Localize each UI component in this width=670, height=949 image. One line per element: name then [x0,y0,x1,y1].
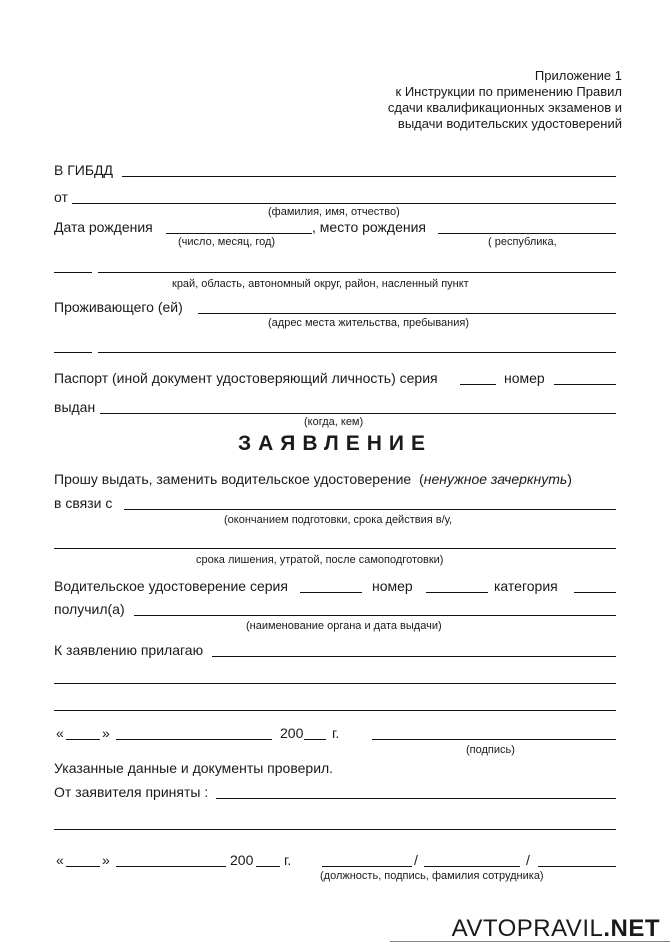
date-month-field[interactable] [116,739,272,740]
region-field[interactable] [98,272,616,273]
passport-number-field[interactable] [554,384,616,385]
birth-date-field[interactable] [166,233,312,234]
reason-field[interactable] [124,509,616,510]
year-prefix: 200 [280,725,304,741]
birth-date-hint: (число, месяц, год) [178,236,276,248]
officer-position-field[interactable] [322,866,412,867]
license-series-label: Водительское удостоверение серия [54,578,288,594]
birth-place-label: , место рождения [312,219,426,235]
header-line-1: Приложение 1 [534,68,622,83]
gibdd-field[interactable] [122,176,616,177]
region-short-field[interactable] [54,272,92,273]
attach-label: К заявлению прилагаю [54,642,204,658]
full-name-hint: (фамилия, имя, отчество) [268,206,400,218]
to-gibdd-label: В ГИБДД [54,162,114,178]
address-field[interactable] [198,313,616,314]
accepted-line-2[interactable] [54,829,616,830]
reason-label: в связи с [54,495,113,511]
issued-field[interactable] [100,413,616,414]
license-category-field[interactable] [574,592,616,593]
date-day-field[interactable] [66,739,100,740]
received-label: получил(а) [54,601,125,617]
request-note: (ненужное зачеркнуть) [419,471,572,487]
officer-year-prefix: 200 [230,852,254,868]
accepted-from-field[interactable] [216,798,616,799]
issued-label: выдан [54,399,96,415]
passport-series-field[interactable] [460,384,496,385]
received-hint: (наименование органа и дата выдачи) [246,620,442,632]
date-close-quote: » [102,725,110,741]
applicant-signature-field[interactable] [372,739,616,740]
officer-surname-field[interactable] [538,866,616,867]
site-watermark [452,915,660,943]
license-series-field[interactable] [300,592,362,593]
signature-hint: (подпись) [466,744,515,756]
officer-date-close: » [102,852,110,868]
officer-hint: (должность, подпись, фамилия сотрудника) [320,870,544,882]
officer-date-day-field[interactable] [66,866,100,867]
verified-text: Указанные данные и документы проверил. [54,760,334,776]
birth-place-field[interactable] [438,233,616,234]
officer-date-open: « [56,852,64,868]
address-hint: (адрес места жительства, пребывания) [268,317,470,329]
license-number-label: номер [372,578,413,594]
request-label: Прошу выдать, заменить водительское удостоверение [54,471,412,487]
address-continued-field[interactable] [98,352,616,353]
address-short-field[interactable] [54,352,92,353]
officer-date-month-field[interactable] [116,866,226,867]
license-category-label: категория [494,578,558,594]
attach-line-2[interactable] [54,683,616,684]
residing-label: Проживающего (ей) [54,299,183,315]
attach-field[interactable] [212,656,616,657]
request-text [54,471,572,487]
request-note-italic: ненужное зачеркнуть [423,471,568,487]
watermark-divider [390,941,670,942]
attach-line-3[interactable] [54,710,616,711]
date-year-field[interactable] [304,739,326,740]
officer-year-suffix: г. [284,852,292,868]
header-line-4: выдачи водительских удостоверений [397,116,622,131]
slash-2: / [526,852,530,868]
document-title: ЗАЯВЛЕНИЕ [237,432,433,455]
appendix-header [388,68,622,132]
from-label: от [54,189,68,205]
accepted-from-label: От заявителя приняты : [54,784,209,800]
reason-continued-field[interactable] [54,548,616,549]
reason-hint-2: срока лишения, утратой, после самоподготовки) [196,554,444,566]
reason-hint-1: (окончанием подготовки, срока действия в/у, [224,514,453,526]
watermark-tld: .NET [603,915,660,942]
year-suffix: г. [332,725,340,741]
passport-number-label: номер [504,370,545,386]
slash-1: / [414,852,418,868]
birth-place-hint: ( республика, [488,236,557,248]
birth-date-label: Дата рождения [54,219,153,235]
officer-date-year-field[interactable] [256,866,280,867]
full-name-field[interactable] [72,203,616,204]
officer-signature-field[interactable] [424,866,520,867]
header-line-3: сдачи квалификационных экзаменов и [387,100,622,115]
passport-label: Паспорт (иной документ удостоверяющий личность) серия [54,370,438,386]
header-line-2: к Инструкции по применению Правил [395,84,622,99]
received-field[interactable] [134,615,616,616]
issued-hint: (когда, кем) [304,416,364,428]
watermark-brand: AVTOPRAVIL [451,915,604,942]
date-open-quote: « [56,725,64,741]
license-number-field[interactable] [426,592,488,593]
region-hint: край, область, автономный округ, район, насленный пункт [172,278,469,290]
